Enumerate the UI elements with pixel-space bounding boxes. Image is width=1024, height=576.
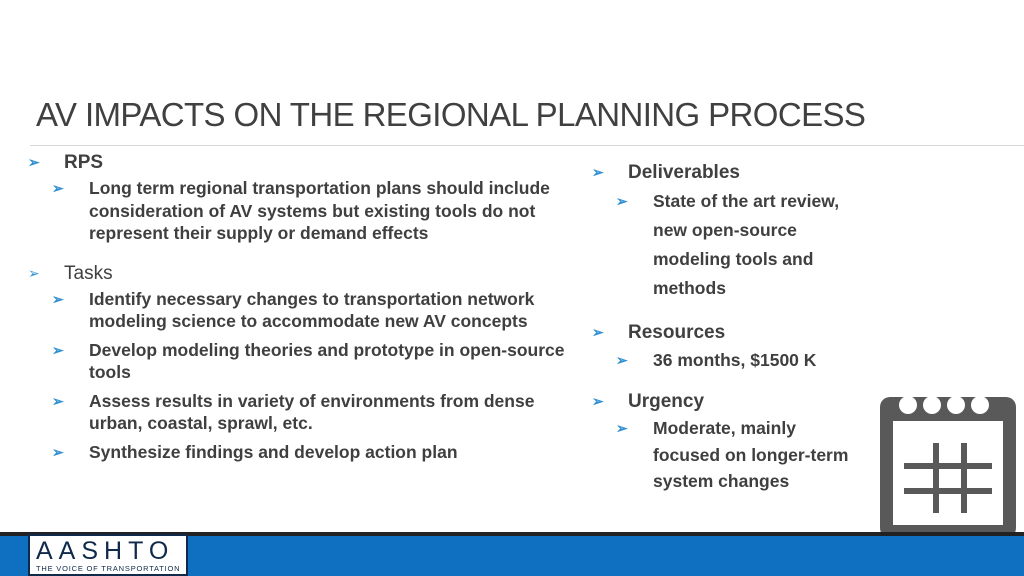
sub-bullet-text: 36 months, $1500 K (653, 350, 817, 370)
bullet-resources (592, 321, 882, 344)
right-column (592, 161, 882, 495)
sub-bullet (52, 441, 568, 464)
sub-bullet (52, 339, 568, 384)
arrow-bullet-icon: ➢ (52, 392, 64, 409)
sub-bullet (616, 415, 866, 495)
arrow-bullet-icon: ➢ (52, 341, 64, 358)
arrow-bullet-icon: ➢ (52, 443, 64, 460)
arrow-bullet-icon: ➢ (592, 393, 604, 409)
sub-bullet-text: Long term regional transportation plans should include consideration of AV systems but existing tools do not represent their supply or demand effects (89, 178, 550, 243)
left-column (28, 151, 568, 463)
bullet-heading: Urgency (628, 391, 705, 412)
sub-bullet-text: Synthesize findings and develop action plan (89, 441, 458, 462)
arrow-bullet-icon: ➢ (28, 154, 40, 170)
sub-bullet (616, 187, 866, 303)
arrow-bullet-icon: ➢ (616, 193, 628, 209)
logo-tagline: THE VOICE OF TRANSPORTATION (36, 564, 181, 573)
arrow-bullet-icon: ➢ (592, 164, 604, 180)
sub-bullet (52, 177, 568, 245)
arrow-bullet-icon: ➢ (52, 180, 64, 196)
bullet-urgency (592, 390, 882, 413)
bullet-heading: Deliverables (628, 162, 740, 183)
arrow-bullet-icon: ➢ (616, 420, 628, 436)
title-divider (30, 145, 1024, 146)
bullet-tasks (28, 262, 568, 285)
sub-bullet (52, 288, 568, 333)
sub-bullet (52, 390, 568, 435)
sub-bullet-text: Moderate, mainly focused on longer-term system changes (653, 418, 849, 491)
sub-bullet-text: Assess results in variety of environments from dense urban, coastal, sprawl, etc. (89, 390, 535, 433)
slide-title: AV IMPACTS ON THE REGIONAL PLANNING PROCESS (36, 96, 866, 133)
bullet-deliverables (592, 161, 882, 184)
arrow-bullet-icon: ➢ (592, 324, 604, 340)
aashto-logo (28, 534, 188, 576)
logo-wordmark: AASHTO (36, 537, 175, 565)
sub-bullet-text: Identify necessary changes to transportation network modeling science to accommodate new AV concepts (89, 288, 535, 331)
bullet-heading: RPS (64, 152, 104, 173)
calendar-icon (880, 395, 1016, 538)
sub-bullet-text: Develop modeling theories and prototype in open-source tools (89, 339, 565, 382)
sub-bullet-text: State of the art review, new open-source modeling tools and methods (653, 191, 840, 298)
arrow-bullet-icon: ➢ (52, 290, 64, 307)
sub-bullet (616, 346, 882, 375)
arrow-bullet-icon: ➢ (28, 264, 40, 281)
bullet-rps (28, 151, 568, 174)
bullet-heading: Resources (628, 322, 726, 343)
bullet-heading: Tasks (64, 262, 113, 284)
arrow-bullet-icon: ➢ (616, 352, 628, 368)
